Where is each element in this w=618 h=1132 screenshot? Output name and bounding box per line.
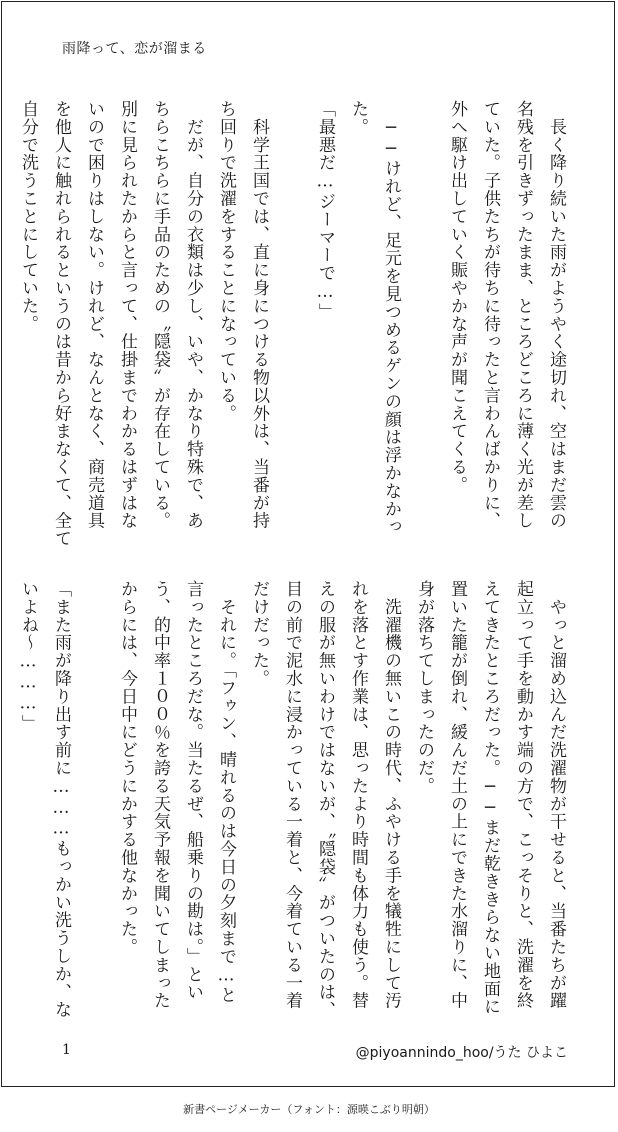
- text-line: 目の前で泥水に浸かっている一着と、今着ている一着: [282, 580, 302, 1010]
- text-line: う、的中率１００％を誇る天気予報を聞いてしまった: [150, 580, 170, 1010]
- author-handle: @piyoannindo_hoo/うた ひよこ: [355, 1045, 568, 1061]
- text-line: 科学王国では、直に身につける物以外は、当番が持: [249, 100, 269, 530]
- text-line: 置いた籠が倒れ、緩んだ土の上にできた水溜りに、中: [447, 580, 467, 1010]
- text-line: 起立って手を動かす端の方で、こっそりと、洗濯を終: [513, 580, 533, 1010]
- text-line: 「また雨が降り出す前に………もっかい洗うしか、な: [51, 580, 71, 1019]
- text-line: [77, 580, 110, 1020]
- running-title: 雨降って、恋が溜まる: [62, 41, 207, 57]
- text-line: ていた。子供たちが待ちに待ったと言わんばかりに、: [480, 100, 500, 530]
- text-line: 身が落ちてしまったのだ。: [414, 580, 434, 795]
- text-line: 長く降り続いた雨がようやく途切れ、空はまだ雲の: [546, 100, 566, 530]
- text-line: 言ったところだな。当たるぜ、船乗りの勘は。」とい: [183, 580, 203, 1002]
- text-line: [407, 100, 440, 540]
- text-line: それに。「フゥン、晴れるのは今日の夕刻まで…と: [216, 580, 236, 1005]
- text-line: ち回りで洗濯をすることになっている。: [216, 100, 236, 423]
- text-line: だけだった。: [249, 580, 269, 688]
- text-line: 外へ駆け出していく賑やかな声が聞こえてくる。: [447, 100, 467, 494]
- text-line: を他人に触れられるというのは昔から好まなくて、全て: [51, 100, 71, 548]
- text-line: からには、今日中にどうにかする他なかった。: [117, 580, 137, 956]
- text-line: [275, 100, 308, 540]
- text-line: いので困りはしない。けれど、なんとなく、商売道具: [84, 100, 104, 530]
- text-line: えてきたところだった。──まだ乾ききらない地面に: [480, 580, 500, 1016]
- text-line: 別に見られたからと言って、仕掛までわかるはずはな: [117, 100, 137, 530]
- text-line: だが、自分の衣類は少し、いや、かなり特殊で、あ: [183, 100, 203, 530]
- book-page: [1, 1, 615, 1087]
- text-line: 名残を引きずったまま、ところどころに薄く光が差し: [513, 100, 533, 530]
- text-line: れを落とす作業は、思ったより時間も体力も使う。替: [348, 580, 368, 1010]
- text-line: た。: [348, 100, 368, 136]
- body-text-lower: [11, 580, 572, 1020]
- page-number: 1: [62, 1042, 71, 1058]
- body-text-upper: [11, 100, 572, 548]
- text-line: 洗濯機の無いこの時代、ふやける手を犠牲にして汚: [381, 580, 401, 1010]
- text-line: えの服が無いわけではないが、〝隠袋〟がついたのは、: [315, 580, 335, 1019]
- text-line: ──けれど、足元を見つめるゲンの顔は浮かなかっ: [381, 100, 401, 536]
- text-line: やっと溜め込んだ洗濯物が干せると、当番たちが躍: [546, 580, 566, 1010]
- text-line: いよね〜………」: [18, 580, 38, 733]
- footer-credit: 新書ページメーカー（フォント：源暎こぶり明朝）: [183, 1103, 435, 1116]
- text-line: ちらこちらに手品のための〝隠袋〟が存在している。: [150, 100, 170, 530]
- text-line: 自分で洗うことにしていた。: [18, 100, 38, 333]
- text-line: 「最悪だ…ジーマーで…」: [315, 100, 335, 321]
